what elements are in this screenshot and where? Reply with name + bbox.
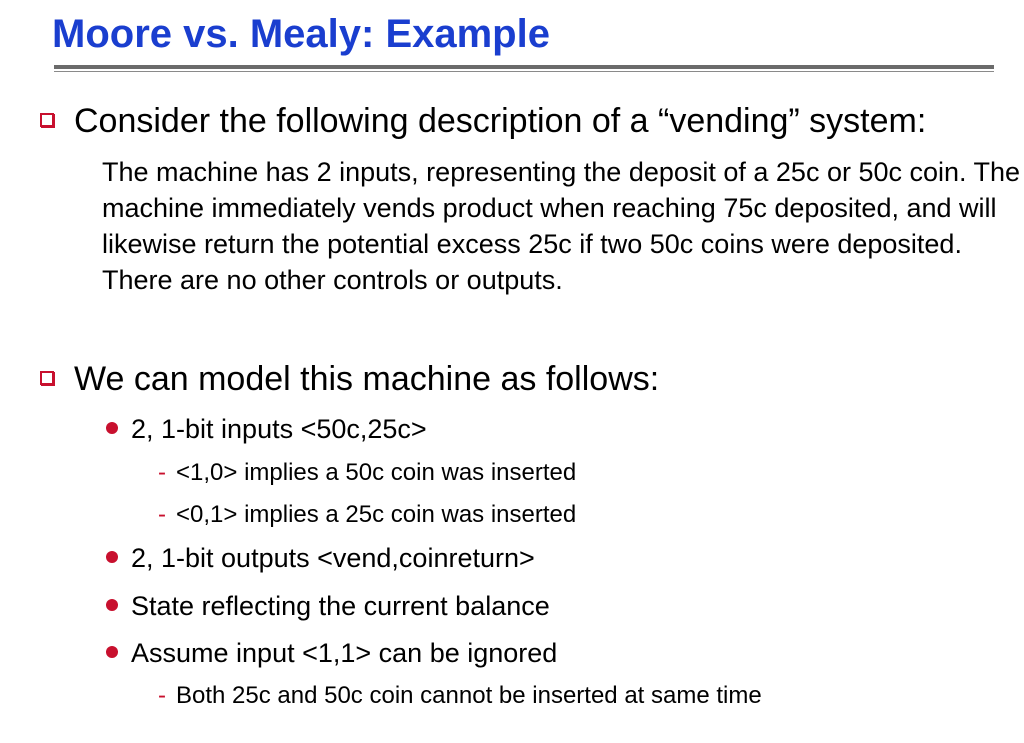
subbullet-input-50c bbox=[158, 459, 576, 487]
square-bullet-icon bbox=[40, 113, 54, 127]
title-divider bbox=[54, 65, 994, 69]
square-bullet-icon bbox=[40, 371, 54, 385]
subbullet-text: <1,0> implies a 50c coin was inserted bbox=[176, 459, 577, 486]
section2-heading: We can model this machine as follows: bbox=[74, 360, 660, 398]
description-paragraph: The machine has 2 inputs, representing the deposit of a 25c or 50c coin. The machine immediately vends product when reaching 75c deposited, and will likewise return the potential excess 25c if two 50c coins were deposited. There are no other controls or outputs. bbox=[102, 157, 1021, 295]
title-divider-thin bbox=[54, 71, 994, 72]
dot-bullet-icon bbox=[106, 646, 118, 658]
dot-bullet-icon bbox=[106, 422, 118, 434]
dash-bullet-icon: - bbox=[158, 682, 166, 709]
bullet-assume bbox=[106, 638, 557, 669]
bullet-text: Assume input <1,1> can be ignored bbox=[131, 638, 558, 668]
bullet-state bbox=[106, 591, 550, 622]
bullet-text: 2, 1-bit outputs <vend,coinreturn> bbox=[131, 543, 535, 573]
subbullet-both-coins bbox=[158, 682, 762, 710]
bullet-text: State reflecting the current balance bbox=[131, 591, 550, 621]
section2-heading-row bbox=[40, 360, 659, 399]
dot-bullet-icon bbox=[106, 551, 118, 563]
dash-bullet-icon: - bbox=[158, 501, 166, 528]
subbullet-text: Both 25c and 50c coin cannot be inserted at same time bbox=[176, 682, 762, 709]
dot-bullet-icon bbox=[106, 599, 118, 611]
subbullet-text: <0,1> implies a 25c coin was inserted bbox=[176, 501, 577, 528]
bullet-text: 2, 1-bit inputs <50c,25c> bbox=[131, 414, 427, 444]
bullet-outputs bbox=[106, 543, 535, 574]
subbullet-input-25c bbox=[158, 501, 576, 529]
section1-heading-row bbox=[40, 102, 926, 141]
dash-bullet-icon: - bbox=[158, 459, 166, 486]
bullet-inputs bbox=[106, 414, 427, 445]
section1-heading: Consider the following description of a “vending” system: bbox=[74, 102, 927, 140]
slide-title: Moore vs. Mealy: Example bbox=[52, 12, 550, 56]
